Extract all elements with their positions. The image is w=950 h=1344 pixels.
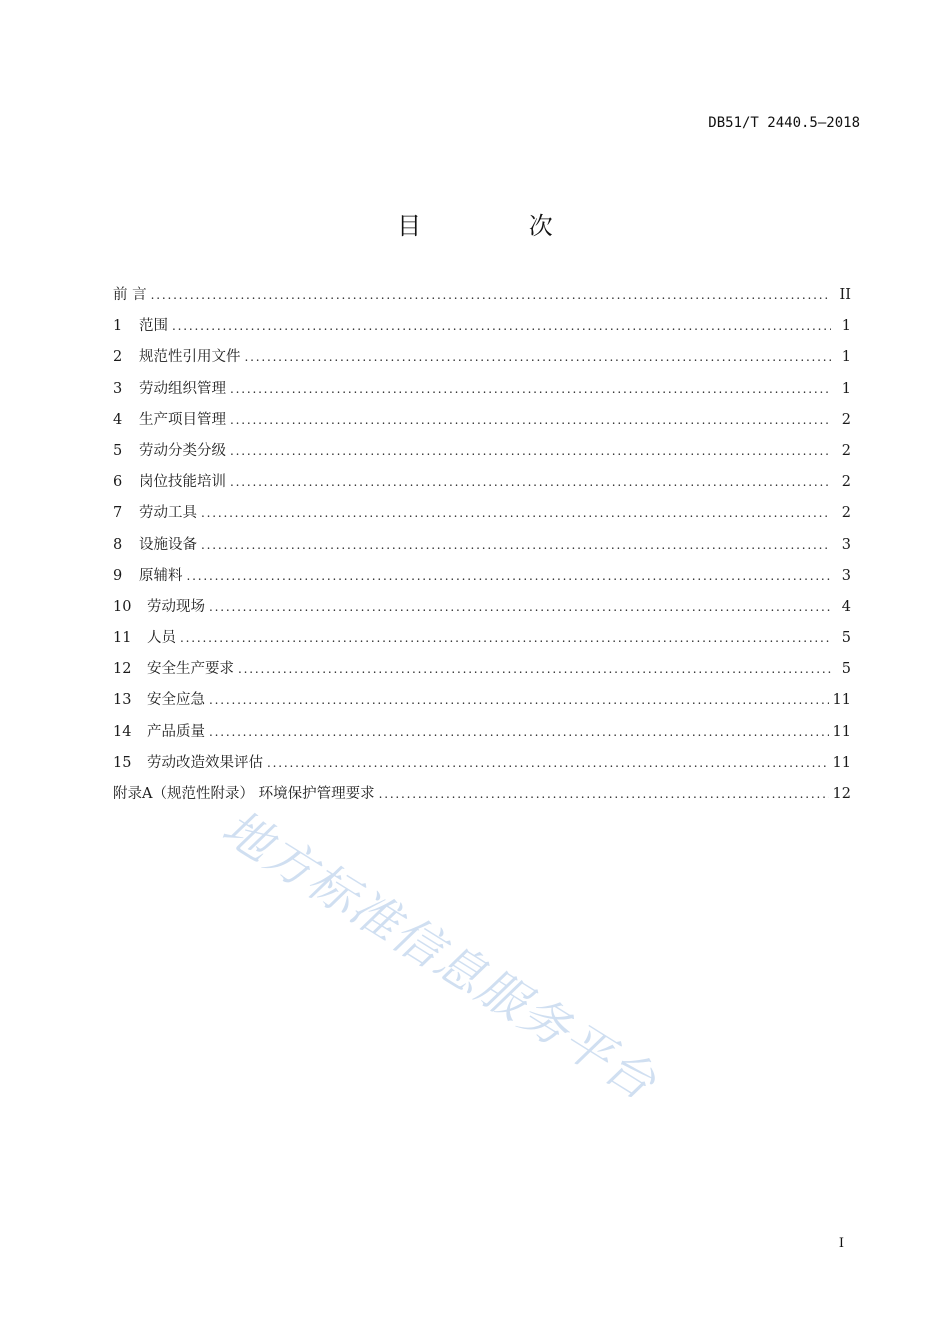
toc-entry-label: 劳动工具 [139, 505, 197, 522]
toc-entry[interactable] [113, 751, 851, 782]
toc-leader-dots [180, 631, 831, 645]
toc-entry-number: 12 [113, 661, 132, 678]
toc-entry-number: 6 [113, 474, 123, 491]
toc-entry-number: 1 [113, 318, 123, 335]
toc-entry-label: 范围 [139, 318, 168, 335]
toc-entry-page: 1 [841, 318, 851, 335]
toc-entry-label: 前 言 [113, 287, 147, 303]
toc-entry-number: 10 [113, 598, 132, 615]
toc-leader-dots [187, 569, 832, 583]
toc-entry-page: 5 [841, 661, 851, 678]
toc-leader-dots [230, 382, 831, 396]
toc-entry[interactable] [113, 470, 851, 501]
toc-entry[interactable] [113, 626, 851, 657]
toc-entry-page: 3 [841, 536, 851, 553]
toc-entry[interactable] [113, 377, 851, 408]
toc-entry-label: 附录A（规范性附录） 环境保护管理要求 [113, 786, 375, 802]
toc-title: 目 次 [397, 212, 603, 240]
toc-entry[interactable] [113, 564, 851, 595]
toc-entry[interactable] [113, 782, 851, 813]
toc-entry-number: 9 [113, 567, 123, 584]
toc-entry-number: 5 [113, 442, 123, 459]
toc-leader-dots [230, 413, 831, 427]
toc-entry-page: 3 [841, 567, 851, 584]
toc-entry-label: 人员 [147, 630, 176, 647]
toc-leader-dots [151, 288, 831, 302]
toc-entry-page: 12 [832, 786, 851, 802]
toc-entry-page: 11 [832, 754, 851, 771]
page-number: I [838, 1236, 844, 1251]
toc-entry[interactable] [113, 439, 851, 470]
toc-entry-label: 劳动改造效果评估 [147, 754, 263, 771]
toc-entry-label: 劳动组织管理 [139, 380, 226, 397]
toc-entry-number: 2 [113, 349, 123, 366]
toc-leader-dots [267, 756, 829, 770]
toc-leader-dots [201, 506, 831, 520]
toc-entry-label: 劳动现场 [147, 598, 205, 615]
toc-leader-dots [245, 350, 832, 364]
toc-entry-number: 7 [113, 505, 123, 522]
toc-entry[interactable] [113, 408, 851, 439]
toc-entry-label: 规范性引用文件 [139, 349, 241, 366]
toc-entry-number: 14 [113, 723, 132, 740]
toc-entry-page: 5 [841, 630, 851, 647]
toc-entry-number: 13 [113, 692, 132, 709]
toc-entry-label: 岗位技能培训 [139, 474, 226, 491]
toc-entry-label: 安全生产要求 [147, 661, 234, 678]
toc-entry-page: 2 [841, 505, 851, 522]
table-of-contents [113, 283, 851, 813]
toc-entry[interactable] [113, 720, 851, 751]
toc-leader-dots [172, 319, 831, 333]
toc-entry-label: 安全应急 [147, 692, 205, 709]
watermark: 地方标准信息服务平台 [212, 799, 667, 1112]
toc-entry[interactable] [113, 314, 851, 345]
toc-entry-page: 2 [841, 442, 851, 459]
toc-entry-label: 产品质量 [147, 723, 205, 740]
toc-entry[interactable] [113, 345, 851, 376]
toc-entry-label: 劳动分类分级 [139, 442, 226, 459]
toc-leader-dots [230, 475, 831, 489]
toc-entry[interactable] [113, 688, 851, 719]
toc-entry-label: 生产项目管理 [139, 411, 226, 428]
toc-entry-label: 原辅料 [139, 567, 183, 584]
toc-entry-number: 8 [113, 536, 123, 553]
toc-entry-number: 15 [113, 754, 132, 771]
toc-leader-dots [230, 444, 831, 458]
toc-entry-number: 11 [113, 630, 132, 647]
document-code: DB51/T 2440.5—2018 [708, 115, 860, 131]
toc-entry[interactable] [113, 595, 851, 626]
toc-entry[interactable] [113, 501, 851, 532]
toc-entry[interactable] [113, 657, 851, 688]
toc-entry-page: 1 [841, 349, 851, 366]
toc-leader-dots [238, 662, 831, 676]
toc-entry-number: 3 [113, 380, 123, 397]
toc-leader-dots [209, 693, 829, 707]
toc-leader-dots [209, 600, 831, 614]
toc-entry-page: 11 [832, 692, 851, 709]
toc-entry-page: II [839, 287, 851, 303]
toc-entry-page: 4 [841, 598, 851, 615]
toc-leader-dots [379, 787, 829, 801]
toc-entry-label: 设施设备 [139, 536, 197, 553]
toc-entry[interactable] [113, 533, 851, 564]
toc-leader-dots [209, 725, 829, 739]
toc-entry-page: 2 [841, 411, 851, 428]
toc-entry-page: 11 [832, 723, 851, 740]
toc-entry-page: 2 [841, 474, 851, 491]
toc-entry-page: 1 [841, 380, 851, 397]
toc-entry-number: 4 [113, 411, 123, 428]
toc-leader-dots [201, 538, 831, 552]
toc-entry[interactable] [113, 283, 851, 314]
